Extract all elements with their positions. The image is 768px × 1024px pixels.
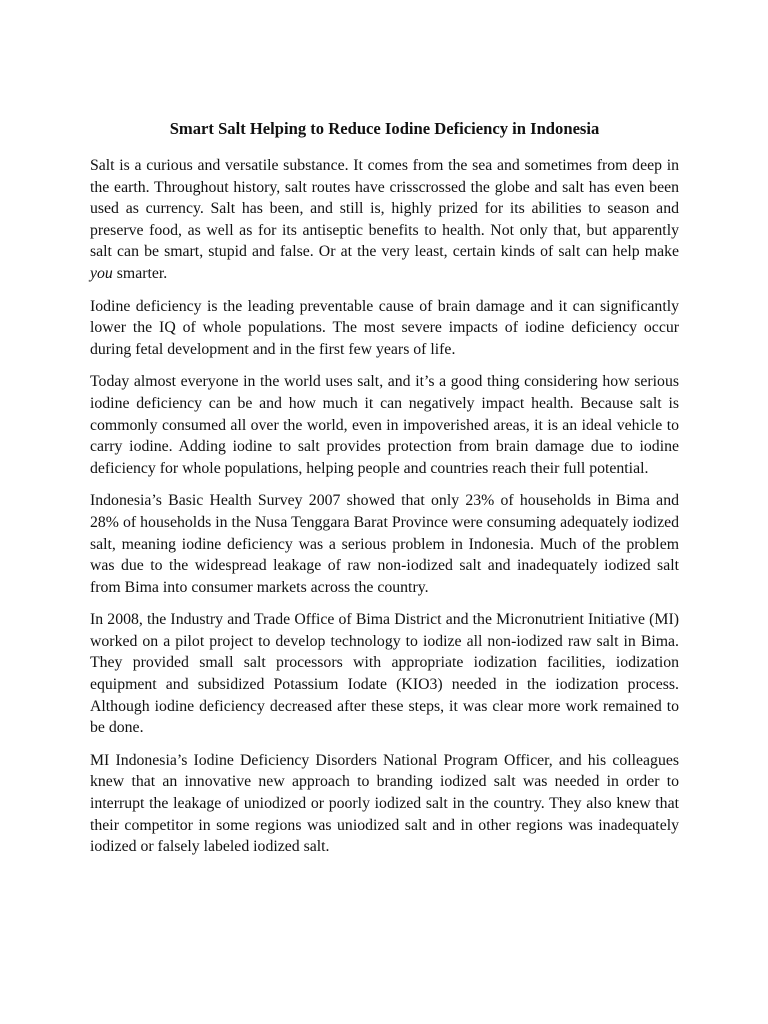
paragraph-3: Today almost everyone in the world uses salt, and it’s a good thing considering how serious iodine deficiency can be and how much it can negatively impact health. Because salt is commonly consumed all over the world, even in impoverished areas, it is an ideal vehicle to carry iodine. Adding iodine to salt provides protection from brain damage due to iodine deficiency for whole populations, helping people and countries reach their full potential.	[90, 373, 679, 477]
paragraph-1	[90, 155, 679, 285]
document-title: Smart Salt Helping to Reduce Iodine Deficiency in Indonesia	[169, 119, 600, 138]
paragraph-1-emphasis: you	[90, 264, 113, 282]
paragraph-5: In 2008, the Industry and Trade Office of Bima District and the Micronutrient Initiative (MI) worked on a pilot project to develop technology to iodize all non-iodized raw salt in Bima. They provided small salt processors with appropriate iodization facilities, iodization equipment and subsidized Potassium Iodate (KIO3) needed in the iodization process. Although iodine deficiency decreased after these steps, it was clear more work remained to be done.	[90, 611, 679, 737]
paragraph-2: Iodine deficiency is the leading preventable cause of brain damage and it can significantly lower the IQ of whole populations. The most severe impacts of iodine deficiency occur during fetal development and in the first few years of life.	[90, 297, 679, 358]
paragraph-1-text: Salt is a curious and versatile substance. It comes from the sea and sometimes from deep in the earth. Throughout history, salt routes have crisscrossed the globe and salt has even been used as currency. Salt has been, and still is, highly prized for its abilities to season and preserve food, as well as for its antiseptic benefits to health. Not only that, but apparently salt can be smart, stupid and false. Or at the very least, certain kinds of salt can help make	[90, 157, 679, 261]
paragraph-6: MI Indonesia’s Iodine Deficiency Disorders National Program Officer, and his colleagues knew that an innovative new approach to branding iodized salt was needed in order to interrupt the leakage of uniodized or poorly iodized salt in the country. They also knew that their competitor in some regions was uniodized salt and in other regions was inadequately iodized or falsely labeled iodized salt.	[90, 751, 679, 856]
paragraph-1-end: smarter.	[112, 264, 168, 282]
document-page	[90, 118, 679, 869]
paragraph-4: Indonesia’s Basic Health Survey 2007 showed that only 23% of households in Bima and 28% of households in the Nusa Tenggara Barat Province were consuming adequately iodized salt, meaning iodine deficiency was a serious problem in Indonesia. Much of the problem was due to the widespread leakage of raw non-iodized salt and inadequately iodized salt from Bima into consumer markets across the country.	[90, 492, 679, 596]
